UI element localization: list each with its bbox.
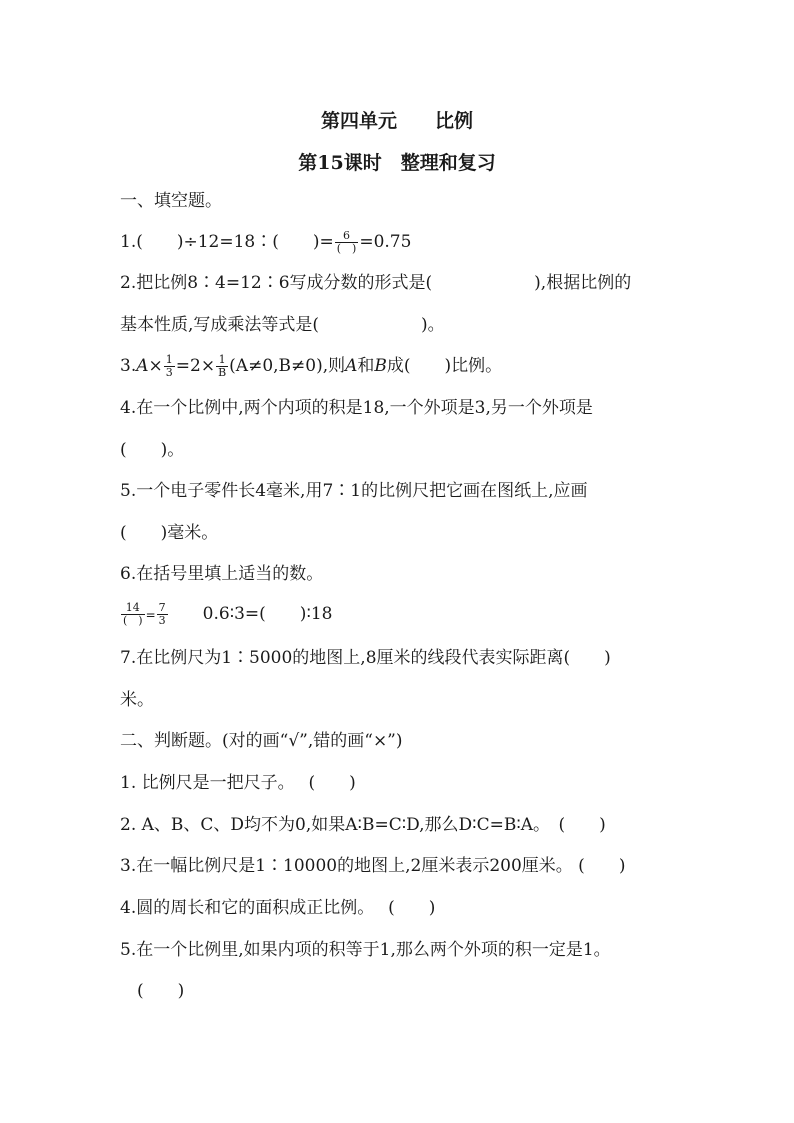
q1-text-b: =0.75 <box>359 232 412 252</box>
q3-fraction-2 <box>216 354 228 379</box>
q6-eq: = <box>145 608 156 622</box>
judge-5-line1: 5.在一个比例里,如果内项的积等于1,那么两个外项的积一定是1。 <box>120 940 611 960</box>
q3-tail: 成( )比例。 <box>386 356 503 376</box>
q6-f2-den: 3 <box>158 614 166 627</box>
q6-fraction-1 <box>121 602 145 627</box>
question-2-line1: 2.把比例8∶4=12∶6写成分数的形式是( ),根据比例的 <box>120 273 632 293</box>
question-7-line2: 米。 <box>120 690 154 710</box>
q1-text-a: 1.( )÷12=18∶( )= <box>120 232 334 252</box>
q3-var-b: B <box>374 356 387 376</box>
judge-5-line2: ( ) <box>120 981 185 1001</box>
q6-fraction-2 <box>157 602 168 627</box>
question-3 <box>120 354 502 379</box>
question-6-line2 <box>120 602 333 627</box>
q6-part2: 0.6∶3=( )∶18 <box>202 604 333 624</box>
section1-heading: 一、填空题。 <box>120 191 222 211</box>
q3-eq: =2× <box>175 356 216 376</box>
question-2-line2: 基本性质,写成乘法等式是( )。 <box>120 315 445 335</box>
q1-frac-den: ( ) <box>336 242 357 255</box>
q3-var-a2: A <box>345 356 358 376</box>
question-4-line2: ( )。 <box>120 440 185 460</box>
q6-f1-den: ( ) <box>123 614 143 627</box>
q3-fraction-1 <box>164 354 175 379</box>
section2-heading: 二、判断题。(对的画“√”,错的画“×”) <box>120 731 403 751</box>
judge-3: 3.在一幅比例尺是1∶10000的地图上,2厘米表示200厘米。 ( ) <box>120 856 626 876</box>
q6-f1-num: 14 <box>121 602 145 615</box>
lesson-title: 第15课时 整理和复习 <box>298 152 496 174</box>
q3-f2-den: B <box>218 366 227 379</box>
question-5-line1: 5.一个电子零件长4毫米,用7∶1的比例尺把它画在图纸上,应画 <box>120 481 588 501</box>
question-7-line1: 7.在比例尺为1∶5000的地图上,8厘米的线段代表实际距离( ) <box>120 648 611 668</box>
unit-title: 第四单元 比例 <box>320 110 473 132</box>
judge-2: 2. A、B、C、D均不为0,如果A∶B=C∶D,那么D∶C=B∶A。 ( ) <box>120 815 606 835</box>
q3-var-a: A <box>136 356 149 376</box>
question-4-line1: 4.在一个比例中,两个内项的积是18,一个外项是3,另一个外项是 <box>120 398 593 418</box>
q1-fraction <box>335 230 359 255</box>
q6-f2-num: 7 <box>158 601 166 614</box>
question-5-line2: ( )毫米。 <box>120 523 219 543</box>
q3-and: 和 <box>357 356 375 376</box>
judge-1: 1. 比例尺是一把尺子。 ( ) <box>120 773 356 793</box>
q3-f1-den: 3 <box>165 366 173 379</box>
q3-f1-num: 1 <box>165 353 173 366</box>
q3-f2-num: 1 <box>216 354 228 367</box>
q3-times: × <box>148 356 163 376</box>
judge-4: 4.圆的周长和它的面积成正比例。 ( ) <box>120 898 436 918</box>
q1-frac-num: 6 <box>335 230 359 243</box>
q3-condition: (A≠0,B≠0),则 <box>229 356 346 376</box>
question-6-line1: 6.在括号里填上适当的数。 <box>120 564 324 584</box>
q3-prefix: 3. <box>120 356 137 376</box>
question-1 <box>120 230 411 255</box>
